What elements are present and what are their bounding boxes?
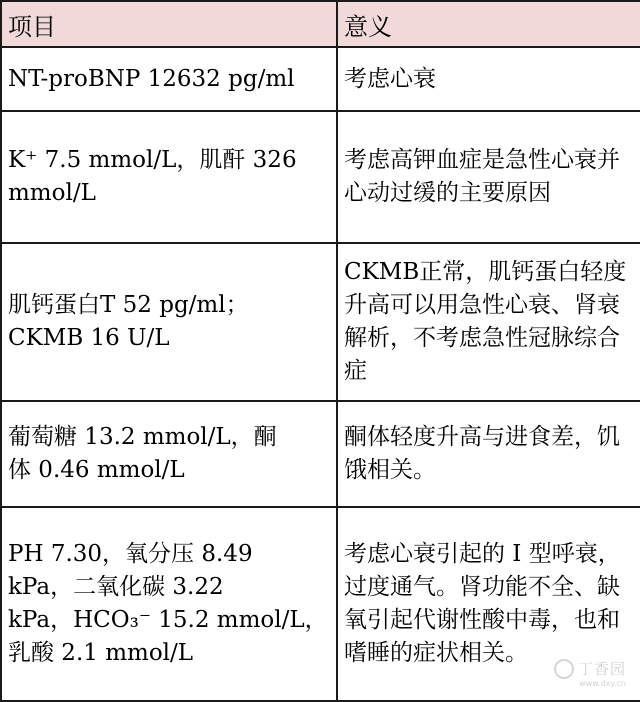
table-row	[1, 401, 640, 507]
item-cell	[1, 401, 337, 507]
item-line: NT-proBNP 12632 pg/ml	[8, 65, 295, 92]
watermark-text: 丁香园	[577, 659, 626, 678]
meaning-cell: 考虑心衰引起的 I 型呼衰，过度通气。肾功能不全、缺氧引起代谢性酸中毒，也和嗜睡的症状相关。	[337, 507, 640, 701]
table-row	[1, 507, 640, 701]
item-line: kPa，二氧化碳 3.22	[8, 574, 224, 600]
item-line: CKMB 16 U/L	[8, 325, 170, 351]
table-row	[1, 47, 640, 111]
watermark-logo-icon	[554, 659, 574, 679]
item-cell	[1, 111, 337, 243]
watermark-url: www.dxy.cn	[579, 679, 626, 688]
item-line: 体 0.46 mmol/L	[8, 457, 185, 483]
item-line: K⁺ 7.5 mmol/L，肌酐 326	[8, 147, 297, 173]
item-cell	[1, 47, 337, 111]
item-line: 乳酸 2.1 mmol/L	[8, 640, 194, 666]
meaning-cell: CKMB正常，肌钙蛋白轻度升高可以用急性心衰、肾衰解析，不考虑急性冠脉综合症	[337, 243, 640, 401]
header-row	[1, 1, 640, 47]
item-line: kPa，HCO₃⁻ 15.2 mmol/L，	[8, 607, 328, 633]
item-line: mmol/L	[8, 180, 96, 206]
item-cell	[1, 243, 337, 401]
item-cell	[1, 507, 337, 701]
meaning-cell: 考虑高钾血症是急性心衰并心动过缓的主要原因	[337, 111, 640, 243]
table-row	[1, 111, 640, 243]
header-item: 项目	[1, 1, 337, 47]
header-meaning: 意义	[337, 1, 640, 47]
item-line: PH 7.30，氧分压 8.49	[8, 541, 253, 567]
item-line: 葡萄糖 13.2 mmol/L，酮	[8, 424, 277, 450]
item-line: 肌钙蛋白T 52 pg/ml；	[8, 292, 249, 318]
table-row	[1, 243, 640, 401]
watermark	[554, 658, 626, 689]
meaning-cell: 酮体轻度升高与进食差，饥饿相关。	[337, 401, 640, 507]
meaning-cell: 考虑心衰	[337, 47, 640, 111]
